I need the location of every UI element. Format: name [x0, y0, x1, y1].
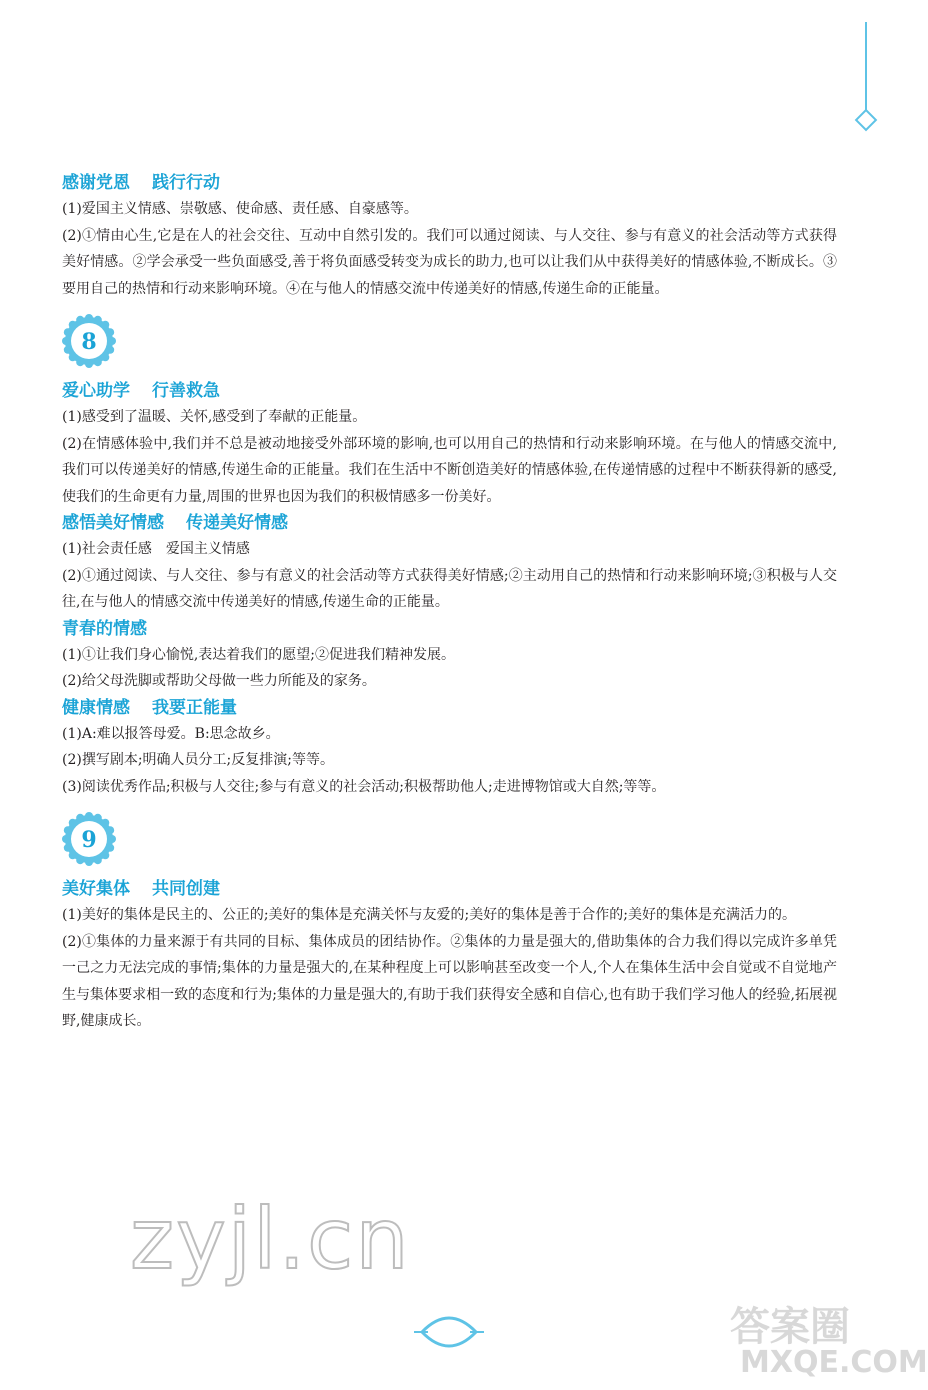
- answer-paragraph: (2)①集体的力量来源于有共同的目标、集体成员的团结协作。②集体的力量是强大的,借助集体的合力我们得以完成许多单凭一己之力无法完成的事情;集体的力量是强大的,在某种程度上可以影响甚至改变一个人,个人在集体生活中会自觉或不自觉地产生与集体要求相一致的态度和行为;集体的力量是强大的,有助于我们获得安全感和自信心,也有助于我们学习他人的经验,拓展视野,健康成长。: [62, 933, 837, 1029]
- heading-part-b: 传递美好情感: [186, 513, 288, 533]
- page-footer-ornament: [414, 1302, 484, 1360]
- section-charity: [62, 378, 837, 510]
- heading-part-b: 我要正能量: [152, 697, 237, 718]
- heading-part-a: 爱心助学: [62, 381, 130, 401]
- section-gratitude: [62, 170, 837, 302]
- section-heading: [62, 510, 837, 536]
- answer-paragraph: (1)A:难以报答母爱。B:思念故乡。: [62, 725, 280, 742]
- answer-content: [62, 170, 837, 1035]
- badge-number: 9: [81, 827, 97, 853]
- answer-paragraph: (2)给父母洗脚或帮助父母做一些力所能及的家务。: [62, 673, 376, 689]
- heading-part-a: 健康情感: [62, 697, 130, 718]
- heading-part-b: 共同创建: [152, 879, 220, 899]
- heading-part-a: 感谢党恩: [62, 173, 130, 193]
- answer-paragraph: (2)撰写剧本;明确人员分工;反复排演;等等。: [62, 752, 334, 768]
- heading-part-a: 青春的情感: [62, 618, 147, 639]
- section-heading: [62, 876, 837, 902]
- section-feelings: [62, 510, 837, 616]
- answer-paragraph: (1)爱国主义情感、崇敬感、使命感、责任感、自豪感等。: [62, 201, 418, 217]
- section-youth: [62, 616, 837, 695]
- diamond-icon: [855, 109, 878, 132]
- answer-paragraph: (2)①通过阅读、与人交往、参与有意义的社会活动等方式获得美好情感;②主动用自己的热情和行动来影响环境;③积极与人交往,在与他人的情感交流中传递美好的情感,传递生命的正能量。: [62, 567, 837, 610]
- answer-paragraph: (1)①让我们身心愉悦,表达着我们的愿望;②促进我们精神发展。: [62, 646, 455, 663]
- watermark-stamp: 答案圈: [730, 1304, 850, 1350]
- lesson-number-badge: [62, 314, 116, 368]
- heading-part-a: 美好集体: [62, 879, 130, 899]
- section-heading: [62, 695, 837, 721]
- answer-paragraph: (1)社会责任感 爱国主义情感: [62, 541, 250, 557]
- watermark-text: zyjl.cn: [130, 1190, 411, 1288]
- watermark-stamp-url: MXQE.COM: [740, 1345, 928, 1380]
- answer-paragraph: (1)感受到了温暖、关怀,感受到了奉献的正能量。: [62, 409, 367, 425]
- lesson-number-badge: [62, 812, 116, 866]
- answer-paragraph: (2)①情由心生,它是在人的社会交往、互动中自然引发的。我们可以通过阅读、与人交往、参与有意义的社会活动等方式获得美好情感。②学会承受一些负面感受,善于将负面感受转变为成长的助力,也可以让我们从中获得美好的情感体验,不断成长。③要用自己的热情和行动来影响环境。④在与他人的情感交流中传递美好的情感,传递生命的正能量。: [62, 227, 837, 297]
- heading-part-b: 践行行动: [152, 173, 220, 193]
- answer-paragraph: (2)在情感体验中,我们并不总是被动地接受外部环境的影响,也可以用自己的热情和行动来影响环境。在与他人的情感交流中,我们可以传递美好的情感,传递生命的正能量。我们在生活中不断创造美好的情感体验,在传递情感的过程中不断获得新的感受,使我们的生命更有力量,周围的世界也因为我们的积极情感多一份美好。: [62, 435, 837, 505]
- heading-part-a: 感悟美好情感: [62, 513, 164, 533]
- section-energy: [62, 695, 837, 801]
- answer-paragraph: (1)美好的集体是民主的、公正的;美好的集体是充满关怀与友爱的;美好的集体是善于合作的;美好的集体是充满活力的。: [62, 907, 796, 923]
- section-heading: [62, 616, 837, 642]
- answer-paragraph: (3)阅读优秀作品;积极与人交往;参与有意义的社会活动;积极帮助他人;走进博物馆或大自然;等等。: [62, 778, 666, 795]
- section-collective: [62, 876, 837, 1035]
- decorative-line: [865, 22, 867, 110]
- section-heading: [62, 378, 837, 404]
- heading-part-b: 行善救急: [152, 381, 220, 401]
- section-heading: [62, 170, 837, 196]
- badge-number: 8: [81, 329, 97, 355]
